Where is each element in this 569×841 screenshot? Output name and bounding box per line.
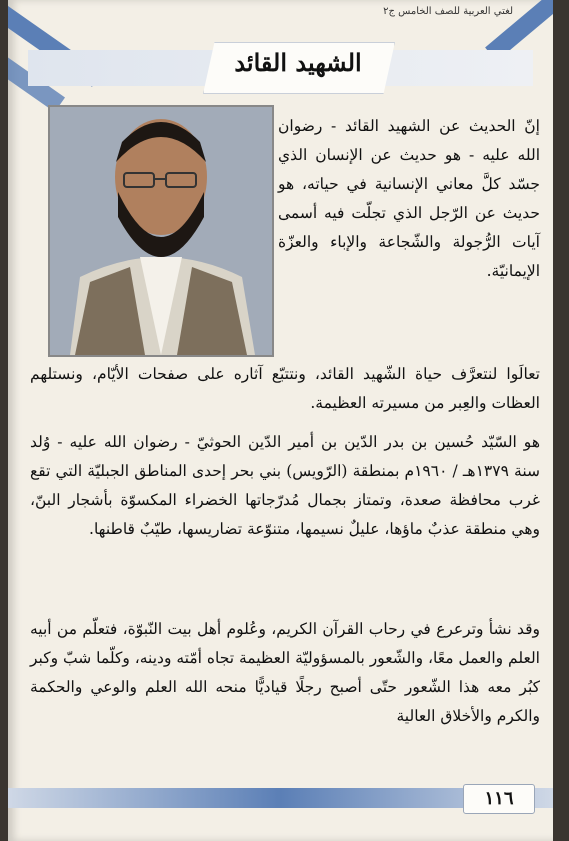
portrait-illustration [50, 107, 272, 355]
portrait-photo [48, 105, 274, 357]
intro-paragraph: إنّ الحديث عن الشهيد القائد - رضوان الله عليه - هو حديث عن الإنسان الذي جسّد كلَّ معاني الإنسانية في حياته، هو حديث عن الرّجل الذي تجلّت فيه أسمى آيات الرُّجولة والشّجاعة والإباء والعزّة الإيمانيّة. [278, 117, 540, 280]
page-title: الشهيد القائد [234, 48, 362, 77]
paragraph-2: هو السّيّد حُسين بن بدر الدّين بن أمير الدّين الحوثيّ - رضوان الله عليه - وُلد سنة ١٣٧٩هـ / ١٩٦٠م بمنطقة (الرّويس) بني بحر إحدى المناطق الجبليّة التي تقع غرب محافظة صعدة، وتمتاز بجمال مُدرّجاتها الخضراء المكسوّة بأشجار البنّ، وهي منطقة عذبٌ ماؤها، عليلٌ نسيمها، متنوّعة تضاريسها، طيّبٌ قاطنها. [30, 433, 540, 538]
page-number: ١١٦ [463, 784, 535, 814]
paragraph-3: وقد نشأ وترعرع في رحاب القرآن الكريم، وعُلوم أهل بيت النّبوّة، فتعلّم من أبيه العلم والعمل معًا، والشّعور بالمسؤوليّة العظيمة تجاه أمّته ودينه، وكلّما شبّ وكبر كبُر معه هذا الشّعور حتّى أصبح رجلًا قياديًّا منحه الله العلم والوعي والحكمة والكرم والأخلاق العالية [29, 620, 540, 725]
title-banner [28, 40, 538, 98]
book-page [8, 0, 553, 841]
paragraph-1: تعالَوا لنتعرَّف حياة الشّهيد القائد، ونتتبّع آثاره على صفحات الأيّام، ونستلهم العظات والعِبر من مسيرته العظيمة. [30, 365, 540, 412]
running-head: لغتي العربية للصف الخامس ج٢ [383, 6, 513, 17]
